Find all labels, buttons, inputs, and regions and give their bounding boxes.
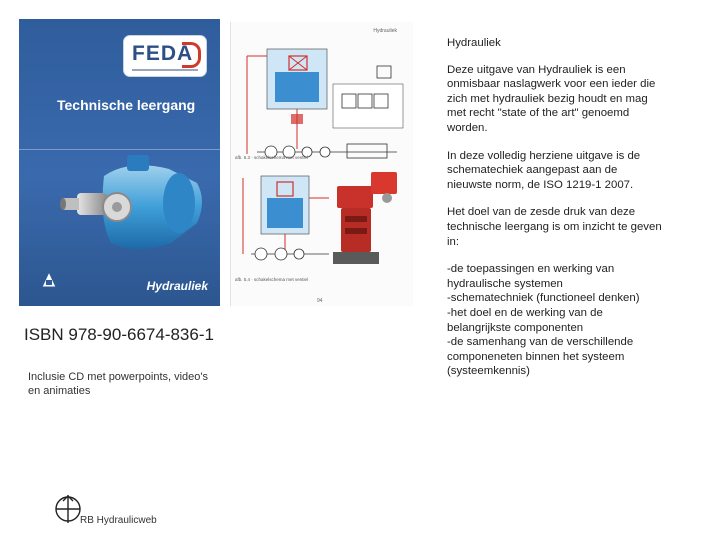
page-caption-2: afb. 5.4 · schakelschema met ventiel <box>235 277 309 282</box>
cover-divider <box>19 149 220 150</box>
feda-logo-text: FEDA <box>132 42 194 65</box>
feda-logo-swoosh <box>182 42 201 68</box>
cover-subtitle: Hydrauliek <box>146 279 208 293</box>
rb-hydraulicweb-logo-icon <box>53 494 83 524</box>
feda-logo-icon <box>124 36 206 76</box>
pump-icon <box>59 151 209 261</box>
list-item: -het doel en de werking van de belangrijkste componenten <box>447 306 603 334</box>
publisher-name: RB Hydraulicweb <box>80 515 157 526</box>
list-item: -de samenhang van de verschillende componeneten binnen het systeem (systeemkennis) <box>447 336 634 378</box>
description-column <box>447 36 662 379</box>
book-cover <box>19 19 220 306</box>
safety-badge-icon <box>41 271 57 289</box>
schematic-bottom <box>237 168 409 272</box>
description-heading: Hydrauliek <box>447 37 501 49</box>
feda-logo-underline <box>132 69 198 71</box>
page-caption-1: afb. 5.3 · schakelschema met ventiel <box>235 155 309 160</box>
cd-note: Inclusie CD met powerpoints, video's en animaties <box>28 371 209 397</box>
list-item: -schematechniek (functioneel denken) <box>447 292 640 305</box>
sample-page <box>230 22 413 306</box>
description-paragraph-1: Deze uitgave van Hydrauliek is een onmisbaar naslagwerk voor een ieder die zich met hydrauliek bezig houdt en mag met recht "state of the art" genoemd worden. <box>447 63 656 134</box>
isbn-number: ISBN 978-90-6674-836-1 <box>24 325 214 344</box>
list-item: -de toepassingen en werking van hydraulische systemen <box>447 263 615 290</box>
cover-title: Technische leergang <box>57 97 196 113</box>
schematic-top <box>237 44 409 170</box>
page-header: Hydrauliek <box>373 28 397 34</box>
goals-list <box>447 262 662 379</box>
page-number: 94 <box>317 298 323 304</box>
description-paragraph-2: In deze volledig herziene uitgave is de schematechiek aangepast aan de nieuwste norm, de ISO 1219-1 2007. <box>447 149 641 191</box>
description-paragraph-3: Het doel van de zesde druk van deze technische leergang is om inzicht te geven in: <box>447 206 662 248</box>
